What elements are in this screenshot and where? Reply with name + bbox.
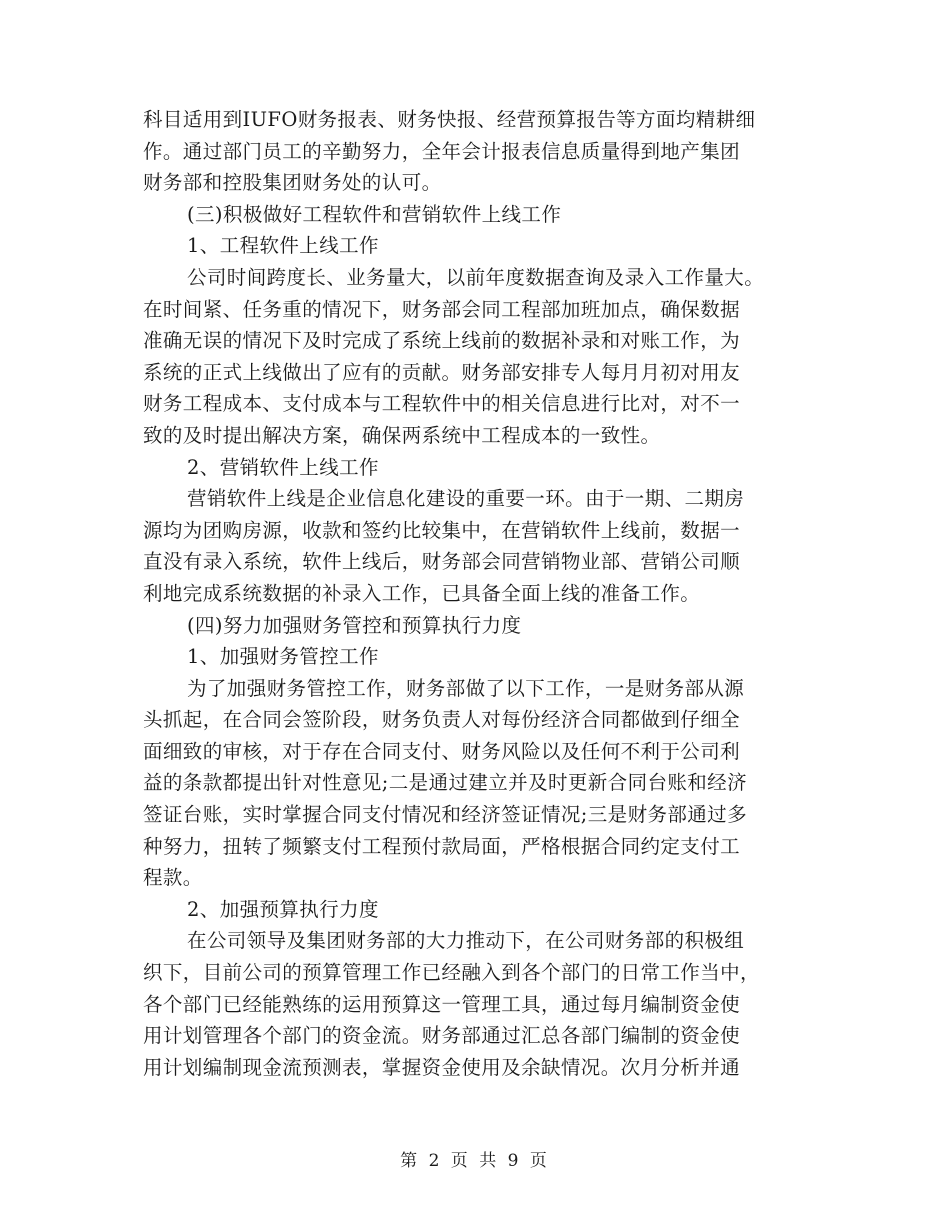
text-line: 营销软件上线是企业信息化建设的重要一环。由于一期、二期房 — [187, 487, 745, 511]
text-line: 财务工程成本、支付成本与工程软件中的相关信息进行比对，对不一 — [143, 392, 741, 416]
text-line: 准确无误的情况下及时完成了系统上线前的数据补录和对账工作，为 — [143, 329, 741, 353]
text-line: 头抓起，在合同会签阶段，财务负责人对每份经济合同都做到仔细全 — [143, 708, 741, 732]
text-line: 1、加强财务管控工作 — [187, 645, 379, 669]
text-line: 系统的正式上线做出了应有的贡献。财务部安排专人每月月初对用友 — [143, 360, 741, 384]
text-line: 作。通过部门员工的辛勤努力，全年会计报表信息质量得到地产集团 — [143, 139, 741, 163]
page-number-footer: 第 2 页 共 9 页 — [400, 1151, 550, 1171]
document-body — [143, 104, 813, 1083]
text-line: 直没有录入系统，软件上线后，财务部会同营销物业部、营销公司顺 — [143, 550, 741, 574]
text-line: 在公司领导及集团财务部的大力推动下，在公司财务部的积极组 — [187, 929, 745, 953]
text-line: 公司时间跨度长、业务量大，以前年度数据查询及录入工作量大。 — [187, 265, 765, 289]
text-line: 源均为团购房源，收款和签约比较集中，在营销软件上线前，数据一 — [143, 518, 741, 542]
text-line: 用计划编制现金流预测表，掌握资金使用及余缺情况。次月分析并通 — [143, 1055, 741, 1079]
text-line: 各个部门已经能熟练的运用预算这一管理工具，通过每月编制资金使 — [143, 992, 741, 1016]
text-line: 益的条款都提出针对性意见;二是通过建立并及时更新合同台账和经济 — [143, 771, 747, 795]
text-line: (四)努力加强财务管控和预算执行力度 — [187, 613, 522, 637]
text-line: 利地完成系统数据的补录入工作，已具备全面上线的准备工作。 — [143, 581, 701, 605]
text-line: 在时间紧、任务重的情况下，财务部会同工程部加班加点，确保数据 — [143, 297, 741, 321]
text-line: 2、加强预算执行力度 — [187, 897, 379, 921]
text-line: 种努力，扭转了频繁支付工程预付款局面，严格根据合同约定支付工 — [143, 834, 741, 858]
text-line: 签证台账，实时掌握合同支付情况和经济签证情况;三是财务部通过多 — [143, 803, 747, 827]
text-line: (三)积极做好工程软件和营销软件上线工作 — [187, 202, 562, 226]
text-line: 1、工程软件上线工作 — [187, 234, 379, 258]
text-line: 科目适用到IUFO财务报表、财务快报、经营预算报告等方面均精耕细 — [143, 108, 756, 131]
text-line: 财务部和控股集团财务处的认可。 — [143, 171, 442, 195]
text-line: 为了加强财务管控工作，财务部做了以下工作，一是财务部从源 — [187, 676, 745, 700]
text-line: 织下，目前公司的预算管理工作已经融入到各个部门的日常工作当中， — [143, 961, 760, 985]
text-line: 2、营销软件上线工作 — [187, 455, 379, 479]
text-line: 用计划管理各个部门的资金流。财务部通过汇总各部门编制的资金使 — [143, 1024, 741, 1048]
text-line: 致的及时提出解决方案，确保两系统中工程成本的一致性。 — [143, 423, 661, 447]
text-line: 程款。 — [143, 866, 203, 890]
text-line: 面细致的审核，对于存在合同支付、财务风险以及任何不利于公司利 — [143, 739, 741, 763]
